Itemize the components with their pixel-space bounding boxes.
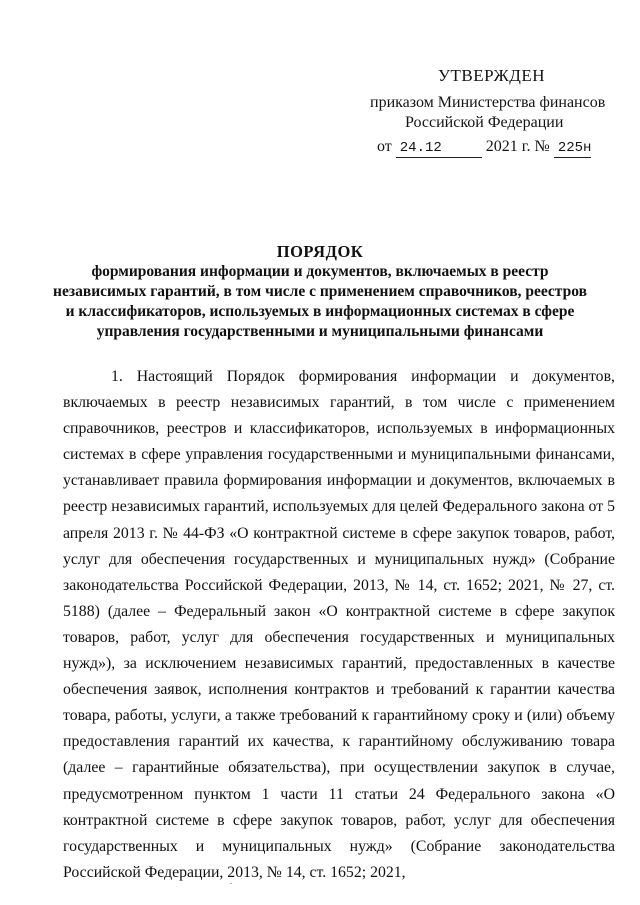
order-year-text: 2021 г. № (485, 138, 550, 155)
document-subtitle: формирования информации и документов, включаемых в реестр независимых гарантий, в том числе с применением справочников, реестров и классификаторов, используемых в информационных системах в сфере управления государственными и муниципальными финансами (53, 263, 587, 340)
document-title: ПОРЯДОК (276, 242, 364, 261)
body-paragraph (63, 364, 615, 886)
approved-title: УТВЕРЖДЕН (438, 66, 545, 85)
order-date-line (377, 138, 591, 158)
paragraph-1-text: 1. Настоящий Порядок формирования информации и документов, включаемых в реестр независимых гарантий, в том числе с применением справочников, реестров и классификаторов, используемых в информационных системах в сфере управления государственными и муниципальными финансами, устанавливает правила формирования информации и документов, включаемых в реестр независимых гарантий, используемых для целей Федерального закона от 5 апреля 2013 г. № 44-ФЗ «О контрактной системе в сфере закупок товаров, работ, услуг для обеспечения государственных и муниципальных нужд» (Собрание законодательства Российской Федерации, 2013, № 14, ст. 1652; 2021, № 27, ст. 5188) (далее – Федеральный закон «О контрактной системе в сфере закупок товаров, работ, услуг для обеспечения государственных и муниципальных нужд»), за исключением независимых гарантий, предоставленных в качестве обеспечения заявок, исполнения контрактов и требований к гарантии качества товара, работы, услуги, а также требований к гарантийному сроку и (или) объему предоставления гарантий их качества, к гарантийному обслуживанию товара (далее – гарантийные обязательства), при осуществлении закупок в случае, предусмотренном пунктом 1 части 11 статьи 24 Федерального закона «О контрактной системе в сфере закупок товаров, работ, услуг для обеспечения государственных и муниципальных нужд» (Собрание законодательства Российской Федерации, 2013, № 14, ст. 1652; 2021, (63, 368, 615, 881)
order-issuer-line: приказом Министерства финансов (370, 94, 606, 111)
scan-artifact (230, 883, 232, 884)
order-number-field: 225н (554, 140, 591, 158)
order-date-field: 24.12 (396, 140, 482, 158)
date-prefix: от (377, 138, 392, 155)
order-issuer-country: Российской Федерации (405, 114, 564, 131)
document-heading (50, 242, 590, 342)
